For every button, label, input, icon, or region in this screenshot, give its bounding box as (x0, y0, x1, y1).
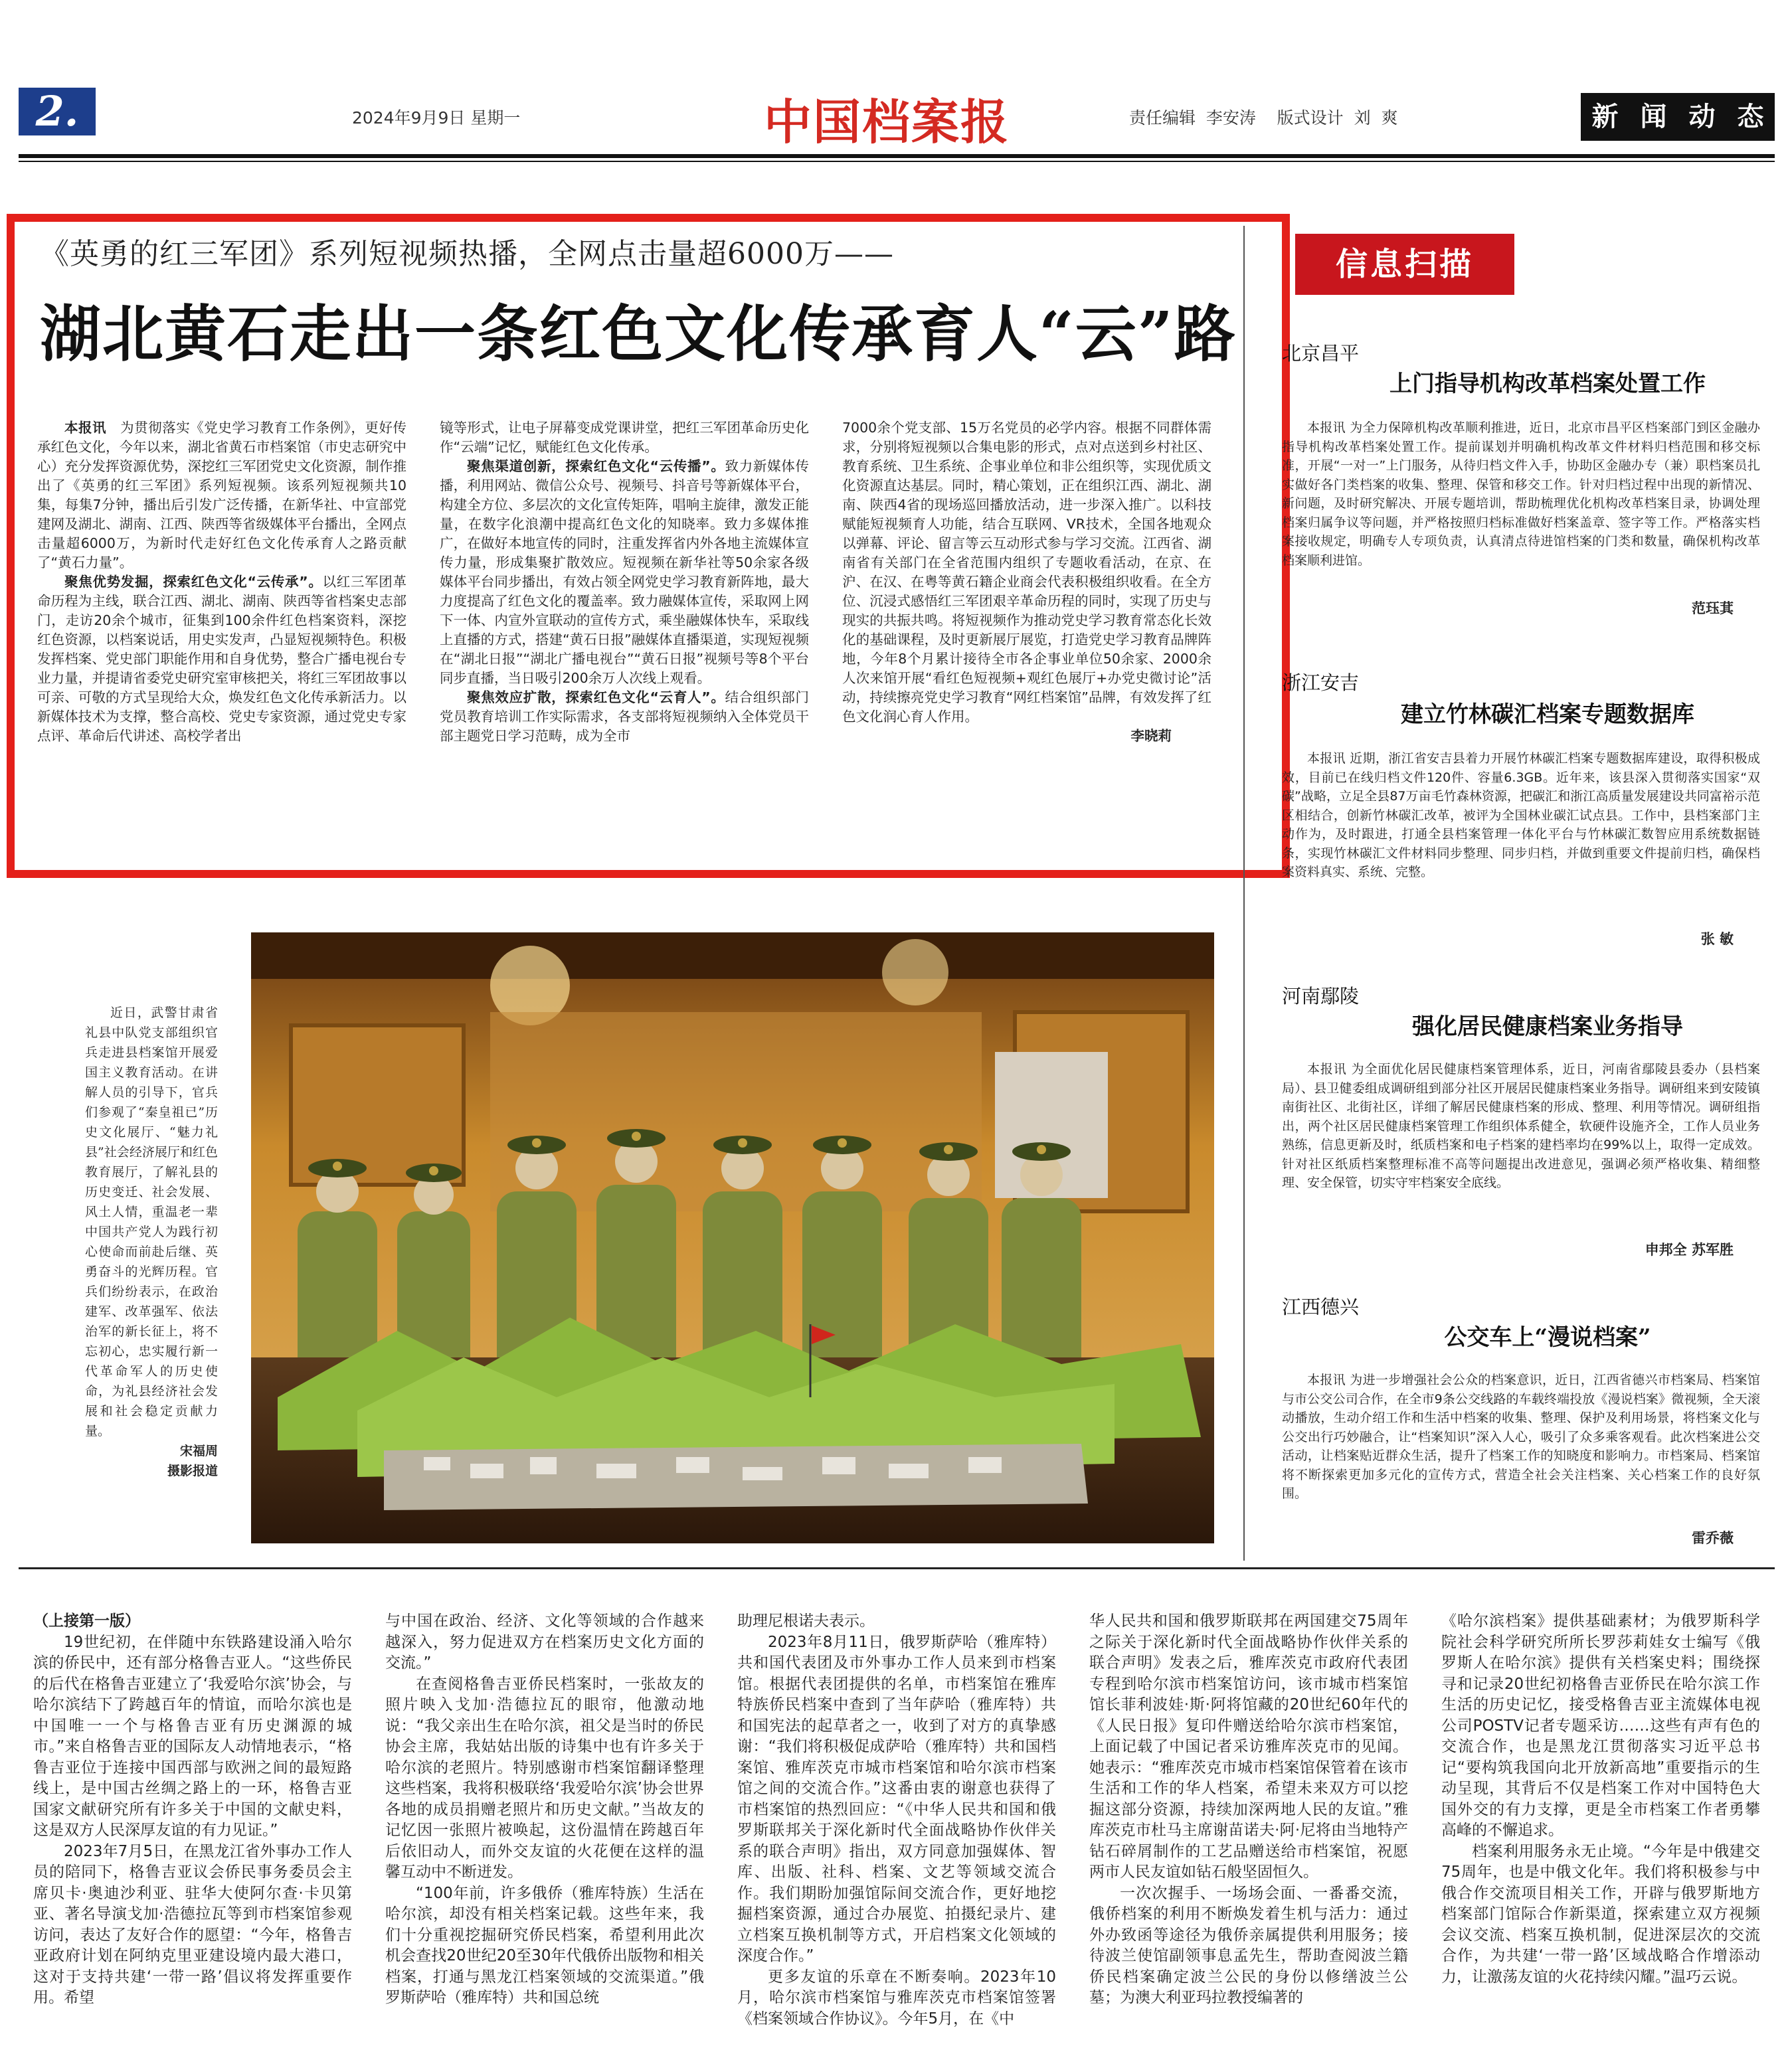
paragraph: 为贯彻落实《党史学习教育工作条例》，更好传承红色文化，今年以来，湖北省黄石市档案馆（市史志研究中心）充分发挥资源优势，深挖红三军团党史文化资源，制作推出了《英勇的红三军团》系列短视频。该系列短视频共10集，每集7分钟，播出后引发广泛传播，在新华社、中宣部党建网及湖北、湖南、江西、陕西等省级媒体平台播出，全网点击量超6000万，为新时代走好红色文化传承育人之路贡献了“黄石力量”。 (37, 420, 406, 570)
continued-column-2 (385, 1611, 704, 2063)
brief-body (1282, 418, 1760, 590)
paragraph: 2023年8月11日，俄罗斯萨哈（雅库特）共和国代表团及市外事办工作人员来到市档案馆。根据代表团提供的名单，市档案馆在雅库特族侨民档案中查到了当年萨哈（雅库特）共和国宪法的起草者之一，收到了对方的真挚感谢：“我们将积极促成萨哈（雅库特）共和国档案馆、雅库茨克市城市档案馆和哈尔滨市档案馆之间的交流合作。”这番由衷的谢意也获得了市档案馆的热烈回应：“《中华人民共和国和俄罗斯联邦关于深化新时代全面战略协作伙伴关系的联合声明》指出，双方同意加强媒体、智库、出版、社科、档案、文艺等领域交流合作。我们期盼加强馆际间交流合作，更好地挖掘档案资源，通过合办展览、拍摄纪录片、建立档案互换机制等方式，开启档案文化领域的深度合作。” (737, 1633, 1056, 1964)
paragraph: “100年前，许多俄侨（雅库特族）生活在哈尔滨，却没有相关档案记载。这些年来，我们十分重视挖掘研究侨民档案，希望利用此次机会查找20世纪20至30年代俄侨出版物和相关档案，打通与黑龙江档案领域的交流渠道。”俄罗斯萨哈（雅库特）共和国总统 (385, 1884, 704, 2006)
newspaper-masthead: 中国档案报 (764, 94, 1010, 150)
lead-column-1 (37, 418, 406, 835)
section-tag (1581, 93, 1775, 141)
caption-author: 宋福周 (179, 1444, 218, 1458)
brief-body (1282, 749, 1760, 920)
paragraph: 本报讯 近期，浙江省安吉县着力开展竹林碳汇档案专题数据库建设，取得积极成效，目前已在线归档文件120件、容量6.3GB。近年来，该县深入贯彻落实国家“双碳”战略，立足全县87万亩毛竹森林资源，把碳汇和浙江高质量发展建设共同富裕示范区相结合，创新竹林碳汇改革，被评为全国林业碳汇试点县。工作中，县档案部门主动作为，及时跟进，打通全县档案管理一体化平台与竹林碳汇数智应用系统数据链条，实现竹林碳汇文件材料同步整理、同步归档，并做到重要文件提前归档，确保档案资料真实、系统、完整。 (1282, 751, 1760, 879)
subhead: 聚焦优势发掘，探索红色文化“云传承”。 (64, 574, 323, 590)
brief-byline: 范珏萁 (1692, 600, 1734, 616)
caption-credit: 摄影报道 (167, 1464, 218, 1478)
paragraph: 华人民共和国和俄罗斯联邦在两国建交75周年之际关于深化新时代全面战略协作伙伴关系的联合声明》发表之后，雅库茨克市政府代表团专程到哈尔滨市档案馆访问，该市城市档案馆馆长菲利波娃·斯·阿将馆藏的20世纪60年代的《人民日报》复印件赠送给哈尔滨市档案馆，上面记载了中国记者采访雅库茨克市的见闻。她表示：“雅库茨克市城市档案馆保管着在该市生活和工作的华人档案，希望未来双方可以挖掘这部分资源，持续加深两地人民的友谊。”雅库茨克市杜马主席谢苗诺夫·阿·尼将由当地特产钻石碎屑制作的工艺品赠送给市档案馆，祝愿两市人民友谊如钻石般坚固恒久。 (1089, 1612, 1408, 1881)
continued-column-1 (33, 1611, 352, 2063)
paragraph: 本报讯 为全力保障机构改革顺利推进，近日，北京市昌平区档案部门到区金融办指导机构改革档案处置工作。提前谋划并明确机构改革文件材料归档范围和移交标准，开展“一对一”上门服务，从待归档文件入手，协助区金融办专（兼）职档案员扎实做好各门类档案的收集、整理、保管和移交工作。针对归档过程中出现的新情况、新问题，及时研究解决、开展专题培训，帮助梳理优化机构改革档案目录，协调处理档案归属争议等问题，并严格按照归档标准做好档案盖章、签字等工作。严格落实档案接收规定，明确专人专项负责，认真清点待进馆档案的门类和数量，确保机构改革档案顺利进馆。 (1282, 420, 1760, 568)
section-char: 动 (1688, 102, 1716, 132)
brief-location: 江西德兴 (1282, 1296, 1360, 1318)
brief-headline: 上门指导机构改革档案处置工作 (1389, 371, 1706, 397)
lead-kicker: 《英勇的红三军团》系列短视频热播，全网点击量超6000万—— (40, 237, 894, 271)
paragraph: 在查阅格鲁吉亚侨民档案时，一张故友的照片映入戈加·浩德拉瓦的眼帘，他激动地说：“我父亲出生在哈尔滨，祖父是当时的侨民协会主席，我姑姑出版的诗集中也有许多关于哈尔滨的老照片。特别感谢市档案馆翻译整理这些档案，我将积极联络‘我爱哈尔滨’协会世界各地的成员捐赠老照片和历史文献。”当故友的记忆因一张照片被唤起，这份温情在跨越百年后依旧动人，而外交友谊的火花便在这样的温馨互动中不断迸发。 (385, 1675, 704, 1881)
brief-location: 河南鄢陵 (1282, 985, 1360, 1007)
section-char: 态 (1737, 102, 1764, 132)
paragraph: 本报讯 为全面优化居民健康档案管理体系，近日，河南省鄢陵县委办（县档案局）、县卫健委组成调研组到部分社区开展居民健康档案业务指导。调研组来到安陵镇南街社区、北街社区，详细了解居民健康档案的形成、整理、利用等情况。调研组指出，两个社区居民健康档案管理工作组织体系健全，软硬件设施齐全，工作人员业务熟练，信息更新及时，纸质档案和电子档案的建档率均在99%以上，取得一定成效。针对社区纸质档案整理标准不高等问题提出改进意见，强调必须严格收集、精细整理、安全保管，切实守牢档案安全底线。 (1282, 1062, 1760, 1190)
continued-column-5 (1441, 1611, 1760, 2063)
lead-column-2 (440, 418, 809, 835)
brief-headline: 公交车上“漫说档案” (1444, 1324, 1651, 1351)
paragraph: 致力新媒体传播，利用网站、微信公众号、视频号、抖音号等新媒体平台，构建全方位、多层次的文化宣传矩阵，唱响主旋律，激发正能量，在数字化浪潮中提高红色文化的知晓率。致力多媒体推广，在做好本地宣传的同时，注重发挥省内外各地主流媒体宣传力量，形成集聚扩散效应。短视频在新华社等50余家各级媒体平台同步播出，有效占领全网党史学习教育新阵地，最大力度提高了红色文化的覆盖率。致力融媒体宣传，采取网上网下一体、内宣外宣联动的宣传方式，乘坐融媒体快车，采取线上直播的方式，搭建“黄石日报”融媒体直播渠道，实现短视频在“湖北日报”“湖北广播电视台”“黄石日报”视频号等8个平台同步直播，当日吸引200余万人次线上观看。 (440, 458, 809, 686)
news-photo (251, 932, 1214, 1543)
paragraph: 档案利用服务永无止境。“今年是中俄建交75周年，也是中俄文化年。我们将积极参与中俄合作交流项目相关工作，开辟与俄罗斯地方档案部门馆际合作新渠道，探索建立双方视频会议交流、档案互换机制，促进深层次的交流合作，为共建‘一带一路’区域战略合作增添动力，让激荡友谊的火花持续闪耀。”温巧云说。 (1441, 1842, 1760, 1986)
brief-body (1282, 1060, 1760, 1231)
brief-body (1282, 1371, 1760, 1523)
paragraph: 一次次握手、一场场会面、一番番交流，俄侨档案的利用不断焕发着生机与活力：通过外办致函等途径为俄侨亲属提供利用服务；接待波兰使馆副领事息孟先生，帮助查阅波兰籍侨民档案确定波兰公民的身份以修缮波兰公墓；为澳大利亚玛拉教授编著的 (1089, 1884, 1408, 2006)
brief-headline: 建立竹林碳汇档案专题数据库 (1401, 701, 1694, 728)
subhead: 聚焦效应扩散，探索红色文化“云育人”。 (467, 689, 725, 705)
paragraph: 与中国在政治、经济、文化等领域的合作越来越深入，努力促进双方在档案历史文化方面的交流。” (385, 1612, 704, 1672)
paragraph: 《哈尔滨档案》提供基础素材；为俄罗斯科学院社会科学研究所所长罗莎莉娃女士编写《俄罗斯人在哈尔滨》提供有关档案史料；围绕探寻和记录20世纪初格鲁吉亚侨民在哈尔滨工作生活的历史记忆，接受格鲁吉亚主流媒体电视公司POSTV记者专题采访……这些有声有色的交流合作，也是黑龙江贯彻落实习近平总书记“要构筑我国向北开放新高地”重要指示的生动呈现，其背后不仅是档案工作对中国特色大国外交的有力支撑，更是全市档案工作者勇攀高峰的不懈追求。 (1441, 1612, 1760, 1839)
brief-byline: 雷乔薇 (1692, 1530, 1734, 1546)
continued-column-3 (737, 1611, 1056, 2063)
brief-location: 北京昌平 (1282, 342, 1360, 365)
column-divider (1243, 226, 1245, 1561)
paragraph: 以红三军团革命历程为主线，联合江西、湖北、湖南、陕西等省档案史志部门，走访20余个城市，征集到100余件红色档案资料，深挖红色资源，以档案说话，用史实发声，凸显短视频特色。积极发挥档案、党史部门职能作用和自身优势，整合广播电视台专业力量，并提请省委党史研究室审核把关，将红三军团故事以可亲、可敬的方式呈现给大众，焕发红色文化传承新活力。以新媒体技术为支撑，整合高校、党史专家资源，通过党史专家点评、革命后代讲述、高校学者出 (37, 574, 406, 744)
header-rule (19, 154, 1775, 158)
caption-text: 近日，武警甘肃省礼县中队党支部组织官兵走进县档案馆开展爱国主义教育活动。在讲解人员的引导下，官兵们参观了“秦皇祖已”历史文化展厅、“魅力礼县”社会经济展厅和红色教育展厅，了解礼县的历史变迁、社会发展、风土人情，重温老一辈中国共产党人为践行初心使命而前赴后继、英勇奋斗的光辉历程。官兵们纷纷表示，在政治建军、改革强军、依法治军的新长征上，将不忘初心，忠实履行新一代革命军人的历史使命，为礼县经济社会发展和社会稳定贡献力量。 (85, 1005, 218, 1438)
section-char: 闻 (1640, 102, 1667, 132)
issue-date: 2024年9月9日 星期一 (352, 108, 521, 128)
brief-headline: 强化居民健康档案业务指导 (1412, 1013, 1683, 1040)
continued-label: （上接第一版） (33, 1612, 140, 1630)
header-rule-thin (19, 161, 1775, 162)
page-number: 2. (19, 88, 96, 135)
lead-headline: 湖北黄石走出一条红色文化传承育人“云”路 (40, 298, 1237, 370)
paragraph: 7000余个党支部、15万名党员的必学内容。根据不同群体需求，分别将短视频以合集电影的形式，点对点送到乡村社区、教育系统、卫生系统、企事业单位和非公组织等，实现优质文化资源直达基层。同时，精心策划，正在组织江西、湖北、湖南、陕西4省的现场巡回播放活动，进一步深入推广。以科技赋能短视频育人功能，结合互联网、VR技术，全国各地观众以弹幕、评论、留言等云互动形式参与学习交流。江西省、湖南省有关部门在全省范围内组织了专题收看活动，在京、在沪、在汉、在粤等黄石籍企业商会代表积极组织收看。在全方位、沉浸式感悟红三军团艰辛革命历程的同时，实现了历史与现实的共振共鸣。将短视频作为推动党史学习教育常态化长效化的基础课程，及时更新展厅展览，打造党史学习教育品牌阵地，今年8个月累计接待全市各企事业单位50余家、2000余人次来馆开展“看红色短视频+观红色展厅+办党史微讨论”活动，持续擦亮党史学习教育“网红档案馆”品牌，有效发挥了红色文化润心育人作用。 (842, 420, 1211, 725)
paragraph: 本报讯 为进一步增强社会公众的档案意识，近日，江西省德兴市档案局、档案馆与市公交公司合作，在全市9条公交线路的车载终端投放《漫说档案》微视频，全天滚动播放，生动介绍工作和生活中档案的收集、整理、保护及利用场景，将档案文化与公交出行巧妙融合，让“档案知识”深入人心，吸引了众多乘客观看。此次档案进公交活动，让档案贴近群众生活，提升了档案工作的知晓度和影响力。市档案局、档案馆将不断探索更加多元化的宣传方式，营造全社会关注档案、关心档案工作的良好氛围。 (1282, 1373, 1760, 1501)
photo-caption (85, 1003, 218, 1481)
paragraph: 助理尼根诺夫表示。 (737, 1612, 875, 1630)
continued-column-4 (1089, 1611, 1408, 2063)
brief-byline: 申邦全 苏军胜 (1645, 1242, 1734, 1258)
paragraph: 2023年7月5日，在黑龙江省外事办工作人员的陪同下，格鲁吉亚议会侨民事务委员会主席贝卡·奥迪沙利亚、驻华大使阿尔查·卡贝第亚、著名导演戈加·浩德拉瓦等到市档案馆参观访问，表达了友好合作的愿望：“今年，格鲁吉亚政府计划在阿纳克里亚建设境内最大港口，这对于支持共建‘一带一路’倡议将发挥重要作用。希望 (33, 1842, 352, 2006)
paragraph: 19世纪初，在伴随中东铁路建设涌入哈尔滨的侨民中，还有部分格鲁吉亚人。“这些侨民的后代在格鲁吉亚建立了‘我爱哈尔滨’协会，与哈尔滨结下了跨越百年的情谊，而哈尔滨也是中国唯一一个与格鲁吉亚有历史渊源的城市。”来自格鲁吉亚的国际友人动情地表示，“格鲁吉亚位于连接中国西部与欧洲之间的最短路线上，是中国古丝绸之路上的一环，格鲁吉亚国家文献研究所有许多关于中国的文献史料，这是双方人民深厚友谊的有力见证。” (33, 1633, 352, 1839)
editor-credits: 责任编辑 李安涛 版式设计 刘 爽 (1129, 108, 1398, 128)
subhead: 聚焦渠道创新，探索红色文化“云传播”。 (467, 458, 725, 474)
dateline: 本报讯 (64, 420, 107, 436)
lead-column-3 (842, 418, 1211, 835)
section-char: 新 (1591, 102, 1619, 132)
paragraph: 更多友谊的乐章在不断奏响。2023年10月，哈尔滨市档案馆与雅库茨克市档案馆签署《档案领域合作协议》。今年5月，在《中 (737, 1968, 1056, 2028)
brief-byline: 张 敏 (1700, 931, 1734, 947)
paragraph: 结合组织部门党员教育培训工作实际需求，各支部将短视频纳入全体党员干部主题党日学习范畴，成为全市 (440, 689, 809, 744)
section-badge: 信息扫描 (1295, 234, 1514, 295)
section-rule (19, 1567, 1775, 1569)
brief-location: 浙江安吉 (1282, 671, 1360, 694)
lead-byline: 李晓莉 (1130, 728, 1172, 744)
paragraph: 镜等形式，让电子屏幕变成党课讲堂，把红三军团革命历史化作“云端”记忆，赋能红色文化传承。 (440, 420, 809, 455)
